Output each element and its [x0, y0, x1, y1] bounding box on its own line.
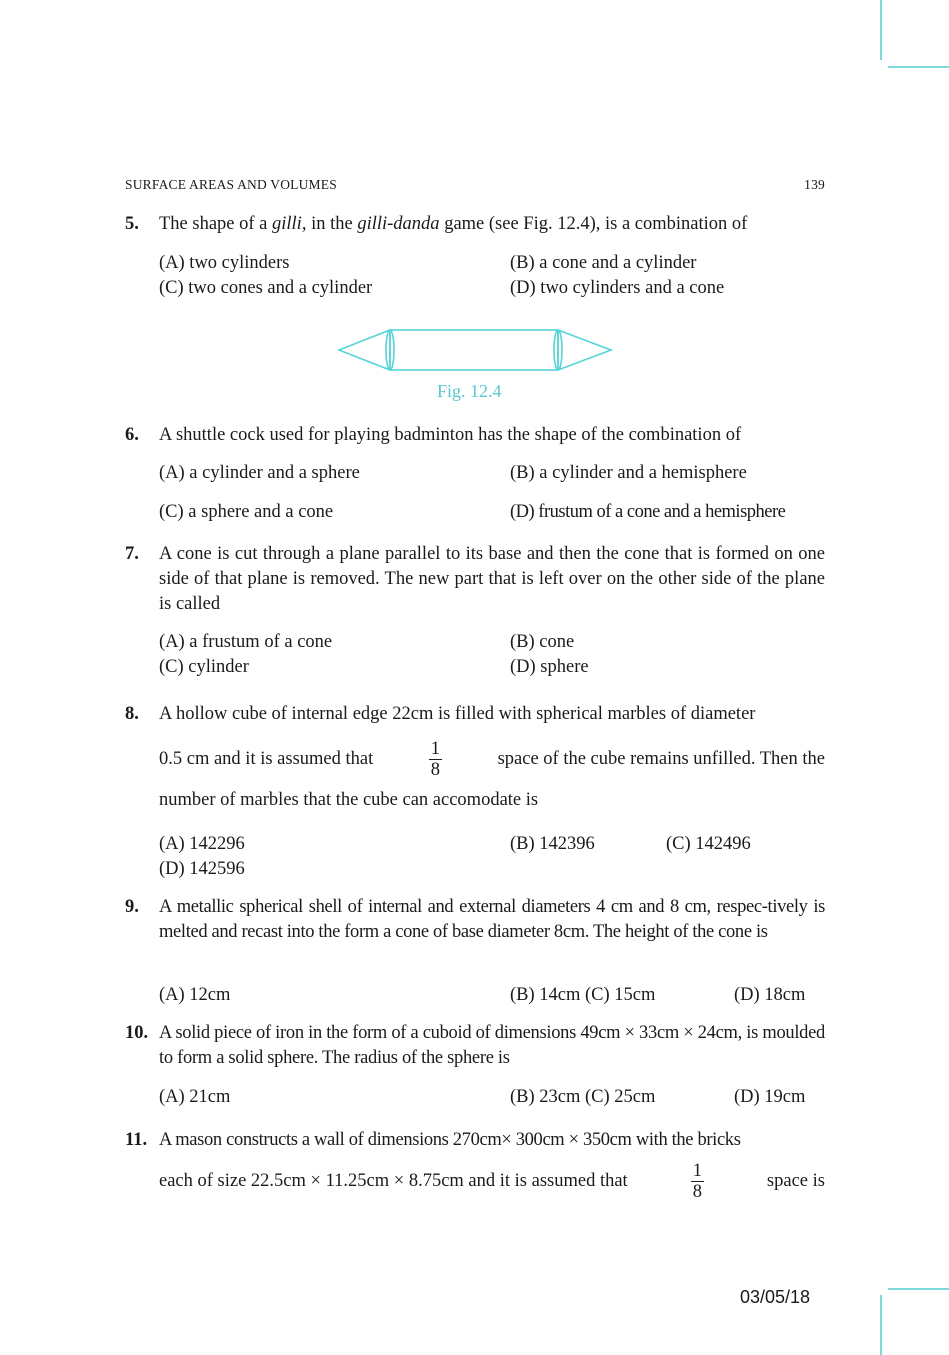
q10-option-d: (D) 19cm	[734, 1087, 806, 1107]
q6-option-d: (D) frustum of a cone and a hemisphere	[510, 502, 786, 522]
question-text: A solid piece of iron in the form of a cuboid of dimensions 49cm × 33cm × 24cm, is moulded to form a solid sphere. The radius of the sphere is	[159, 1023, 825, 1068]
q8-option-b: (B) 142396	[510, 834, 595, 854]
q5-option-a: (A) two cylinders	[159, 253, 290, 273]
question-number: 11.	[125, 1130, 148, 1150]
crop-mark-bottom-horizontal	[888, 1288, 949, 1290]
question-number: 9.	[125, 897, 139, 917]
q7-option-c: (C) cylinder	[159, 657, 249, 677]
question-8	[125, 702, 825, 813]
q7-option-b: (B) cone	[510, 632, 575, 652]
fraction: $\frac{1}{8}$	[692, 1161, 702, 1202]
question-number: 5.	[125, 214, 139, 234]
q9-option-d: (D) 18cm	[734, 985, 806, 1005]
q7-option-d: (D) sphere	[510, 657, 589, 677]
q6-option-a: (A) a cylinder and a sphere	[159, 463, 360, 483]
q6-option-c: (C) a sphere and a cone	[159, 502, 334, 522]
print-date: 03/05/18	[740, 1287, 811, 1307]
question-number: 10.	[125, 1023, 149, 1043]
q9-option-a: (A) 12cm	[159, 985, 231, 1005]
q8-option-d: (D) 142596	[159, 859, 245, 879]
q10-option-bc: (B) 23cm (C) 25cm	[510, 1087, 656, 1107]
q10-option-a: (A) 21cm	[159, 1087, 231, 1107]
crop-mark-top-horizontal	[888, 66, 949, 68]
question-text: A mason constructs a wall of dimensions 270cm× 300cm × 350cm with the bricks each of size 22.5cm × 11.25cm × 8.75cm and it is assumed that $\frac{1}{8}$ space is	[159, 1130, 825, 1202]
question-number: 6.	[125, 425, 139, 445]
crop-mark-bottom-vertical	[880, 1295, 882, 1355]
q9-option-bc: (B) 14cm (C) 15cm	[510, 985, 656, 1005]
question-text: A metallic spherical shell of internal and external diameters 4 cm and 8 cm, respec-tively is melted and recast into the form a cone of base diameter 8cm. The height of the cone is	[159, 897, 825, 942]
q5-option-b: (B) a cone and a cylinder	[510, 253, 697, 273]
q8-option-c: (C) 142496	[666, 834, 751, 854]
cylinder-body	[390, 330, 558, 370]
page-number: 139	[804, 177, 825, 192]
question-text: A shuttle cock used for playing badminton has the shape of the combination of	[159, 425, 742, 445]
gilli-figure	[335, 325, 615, 375]
question-6	[125, 423, 825, 448]
question-text: A cone is cut through a plane parallel to its base and then the cone that is formed on one side of that plane is removed. The new part that is left over on the other side of the plane is called	[159, 544, 825, 614]
figure-caption: Fig. 12.4	[437, 381, 502, 401]
question-7	[125, 542, 825, 617]
q7-option-a: (A) a frustum of a cone	[159, 632, 333, 652]
question-9	[125, 895, 825, 945]
question-10	[125, 1021, 825, 1071]
q6-option-b: (B) a cylinder and a hemisphere	[510, 463, 747, 483]
running-header	[125, 177, 825, 193]
left-cone	[339, 330, 390, 370]
question-5	[125, 212, 825, 237]
q5-option-d: (D) two cylinders and a cone	[510, 278, 725, 298]
question-number: 7.	[125, 544, 139, 564]
right-cone	[558, 330, 611, 370]
question-11	[125, 1128, 825, 1202]
q8-option-a: (A) 142296	[159, 834, 245, 854]
q5-option-c: (C) two cones and a cylinder	[159, 278, 373, 298]
question-text: The shape of a gilli, in the gilli-danda game (see Fig. 12.4), is a combination of	[159, 214, 748, 234]
question-number: 8.	[125, 704, 139, 724]
question-text: A hollow cube of internal edge 22cm is filled with spherical marbles of diameter 0.5 cm and it is assumed that $\frac{1}{8}$ space of the cube remains unfilled. Then the number of marbles that the cube can accomodate is	[159, 704, 825, 810]
fraction: $\frac{1}{8}$	[430, 739, 441, 780]
crop-mark-top-vertical	[880, 0, 882, 60]
chapter-title: SURFACE AREAS AND VOLUMES	[125, 177, 337, 192]
